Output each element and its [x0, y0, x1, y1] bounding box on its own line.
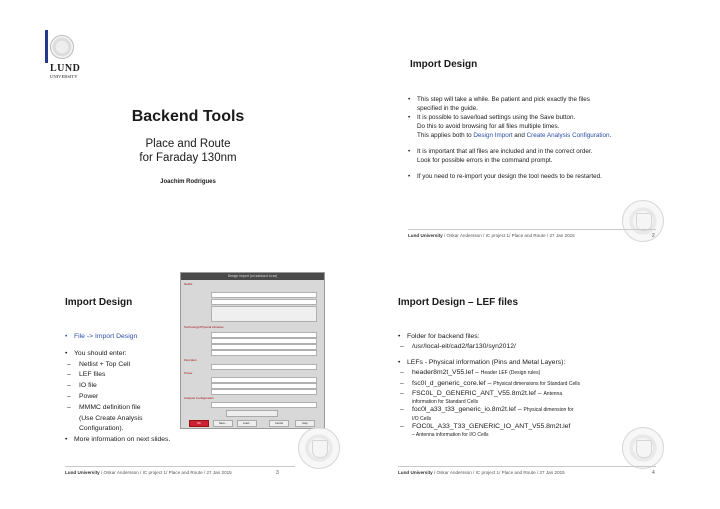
slide3-title: Import Design: [65, 297, 133, 308]
create-analysis-button[interactable]: [226, 410, 278, 417]
slide4-title: Import Design – LEF files: [398, 297, 519, 308]
dialog-section: Technology/Physical Libraries: [184, 325, 224, 329]
slide1-author: Joachim Rodrigues: [160, 179, 216, 185]
bullet: • Folder for backend files:: [398, 332, 688, 342]
bullet-text: • It is important that all files are included and in the correct order.: [417, 148, 593, 155]
sub-bullet: – Netlist + Top Cell: [65, 360, 205, 371]
footer-text: / Oskar Andersson / IC project 1/ Place and Route / 27 Jan 2015: [432, 470, 565, 475]
cpf-field[interactable]: [211, 389, 317, 395]
load-button[interactable]: Load...: [237, 420, 257, 427]
university-seal-icon: [298, 427, 340, 469]
lef-note-cont: information for Standard Cells: [412, 399, 479, 406]
slide-1: [0, 0, 360, 254]
lef-note: Antenna information for I/O Cells: [415, 432, 489, 439]
cancel-button[interactable]: Cancel: [269, 420, 289, 427]
slide4-footer: [398, 470, 565, 475]
lef-note-cont: I/O Cells: [412, 415, 432, 422]
sub-bullet: – Power: [65, 392, 205, 403]
bullet: [408, 147, 703, 165]
footer-divider: [408, 229, 656, 230]
io-field[interactable]: [211, 364, 317, 370]
university-seal-icon: [622, 200, 664, 242]
topcell-field[interactable]: [211, 299, 317, 305]
page-number: 4: [652, 470, 655, 476]
slide2-bullets: [408, 95, 703, 181]
logo-seal-icon: [50, 35, 74, 59]
lef-note: Antenna: [543, 391, 563, 398]
bullet-text-part: This applies both to: [417, 132, 474, 139]
bullet: [408, 113, 703, 140]
footer-text: / Oskar Andersson / IC project 1/ Place and Route / 27 Jan 2015: [442, 233, 575, 238]
lef-item: [398, 389, 688, 399]
footer-university: Lund University: [65, 470, 100, 475]
slide1-subtitle-2: for Faraday 130nm: [139, 152, 237, 164]
bullet: [408, 95, 703, 113]
bullet: • More information on next slides.: [65, 435, 205, 446]
lef-name: fsc0l_d_generic_core.lef –: [412, 379, 494, 387]
create-analysis-link: Create Analysis Configuration: [526, 132, 610, 139]
lef-name: FOC0L_A33_T33_GENERIC_IO_ANT_V55.8m2t.lef: [412, 422, 571, 430]
sub-bullet-path: – /usr/local-eit/cad2/far130/syn2012/: [398, 342, 688, 352]
lib-field[interactable]: [211, 350, 317, 356]
dialog-section: Power: [184, 371, 193, 375]
bullet: • You should enter:: [65, 349, 205, 360]
dialog-title: Design Import (on kaktus.it.lu.se): [227, 274, 278, 278]
lef-note: Header LEF (Design rules): [480, 370, 541, 377]
bullet-text: Do this to avoid browsing for all files multiple times.: [417, 123, 560, 130]
footer-text: / Oskar Andersson / IC project 1/ Place and Route / 27 Jan 2015: [99, 470, 232, 475]
slide2-title: Import Design: [410, 59, 478, 70]
bullet-text-part: and: [512, 132, 527, 139]
lef-note: Physical dimension for: [523, 407, 574, 414]
dialog-section: Analysis Configuration: [184, 396, 214, 400]
bullet: [408, 172, 703, 181]
design-import-link: Design Import: [473, 132, 513, 139]
slide1-subtitle-1: Place and Route: [145, 138, 231, 150]
design-import-dialog: [180, 272, 325, 429]
slide4-content: [398, 332, 688, 439]
bullet-text: • This step will take a while. Be patient and pick exactly the files: [417, 96, 590, 103]
bullet-text-part: .: [609, 132, 612, 139]
bullet-text: [417, 131, 703, 140]
slide-4: [360, 255, 720, 509]
lef-name: foc0l_a33_t33_generic_io.8m2t.lef –: [412, 406, 524, 414]
lef-note: Physical dimensions for Standard Cells: [493, 380, 580, 387]
sub-bullet-cont: (Use Create Analysis: [79, 414, 143, 422]
lef-item: [398, 379, 688, 389]
logo-text: LUND: [50, 63, 81, 74]
page-number: 3: [276, 470, 279, 476]
help-button[interactable]: Help: [295, 420, 315, 427]
bullet-file-import: • File -> Import Design: [65, 332, 205, 343]
dialog-section: Floorplan: [184, 358, 197, 362]
sub-bullet: – LEF files: [65, 370, 205, 381]
slide-3: [0, 255, 360, 509]
bullet-text: • If you need to re-import your design the tool needs to be restarted.: [417, 173, 602, 180]
lef-name: FSC0L_D_GENERIC_ANT_V55.8m2t.lef –: [412, 390, 544, 398]
logo-subtext: UNIVERSITY: [50, 74, 78, 79]
logo-bar-blue: [45, 30, 48, 63]
page-number: 2: [652, 233, 655, 239]
slide3-footer: [65, 470, 232, 475]
sub-bullet: – MMMC definition file: [65, 403, 205, 414]
footer-university: Lund University: [398, 470, 433, 475]
footer-divider: [398, 466, 656, 467]
bullet-text: specified in the guide.: [417, 105, 478, 112]
save-button[interactable]: Save...: [213, 420, 233, 427]
ok-button[interactable]: OK: [189, 420, 209, 427]
netlist-field[interactable]: [211, 292, 317, 298]
lef-name: header8m2t_V55.lef –: [412, 369, 481, 377]
lef-name: –: [412, 432, 416, 439]
bullet-text: • It is possible to save/load settings using the Save button.: [417, 114, 576, 121]
lef-item: [398, 405, 688, 415]
sub-bullet-cont: Configuration).: [79, 425, 124, 433]
slide-2: [360, 0, 720, 254]
lef-item: [398, 368, 688, 378]
footer-divider: [65, 466, 295, 467]
slide1-title: Backend Tools: [131, 108, 245, 125]
university-seal-icon: [622, 427, 664, 469]
mmmc-field[interactable]: [211, 402, 317, 408]
footer-university: Lund University: [408, 233, 443, 238]
slide2-footer: [408, 233, 575, 238]
bullet: • LEFs - Physical information (Pins and Metal Layers):: [398, 358, 688, 368]
dialog-section: Netlist: [184, 282, 193, 286]
bullet-text: Look for possible errors in the command prompt.: [417, 157, 553, 164]
netlist-list[interactable]: [211, 306, 317, 322]
sub-bullet: – IO file: [65, 381, 205, 392]
